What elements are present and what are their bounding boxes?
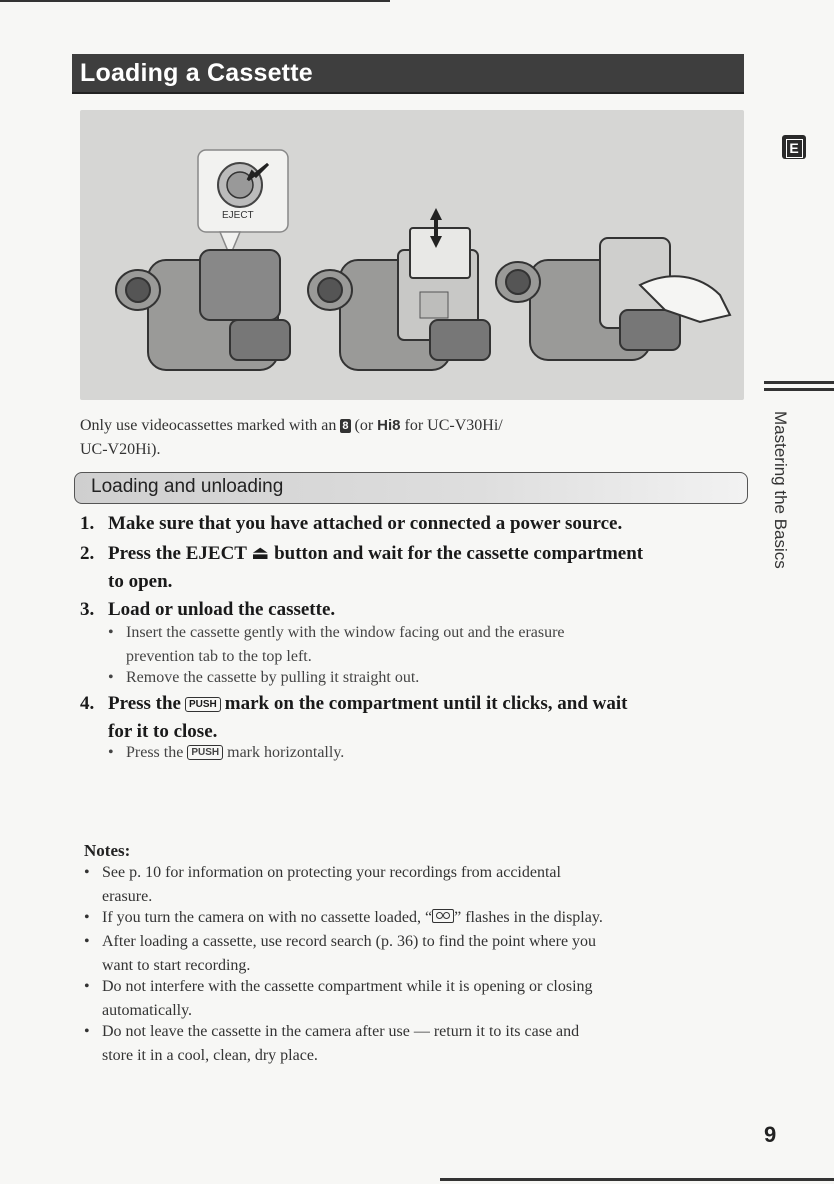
subheading: Loading and unloading [91,476,284,497]
step-text: Load or unload the cassette. [108,599,336,620]
note-text-line2: store it in a cool, clean, dry place. [102,1047,318,1064]
step-number: 4. [80,693,95,714]
camcorder-drawings [80,110,744,400]
step-number: 3. [80,599,95,620]
eject-icon: ⏏ [251,543,270,564]
step-number: 2. [80,543,95,564]
note-text-b: ” flashes in the display. [454,909,603,926]
step-text: Make sure that you have attached or connected a power source. [108,513,623,534]
bullet-text [126,741,344,765]
note-text: Do not leave the cassette in the camera after use — return it to its case and [102,1023,580,1040]
step-text [108,690,627,718]
section-tab-icon [782,135,806,159]
video8-mark-icon: 8 [342,420,349,432]
step-4-continued: for it to close. [108,721,218,742]
note-text: After loading a cassette, use record search (p. 36) to find the point where you [102,933,597,950]
page-title: Loading a Cassette [80,59,313,87]
section-tab-letter: E [786,139,803,158]
step-text [108,540,643,568]
section-label: Mastering the Basics [771,411,790,569]
page-number: 9 [764,1122,777,1147]
intro-text-line2: UC-V20Hi). [80,441,161,458]
note-text: Do not interfere with the cassette compartment while it is opening or closing [102,978,593,995]
note-text: See p. 10 for information on protecting your recordings from accidental [102,864,561,881]
camcorder-3 [496,238,680,360]
bullet-text-a: Press the [126,744,184,761]
hi8-mark: Hi8 [377,417,401,434]
note-text-line2: erasure. [102,888,153,905]
no-cassette-indicator-icon [432,909,454,923]
step-text-b: button and wait for the cassette compartment [274,543,644,564]
note-text-a: If you turn the camera on with no cassette loaded, “ [102,909,433,926]
eject-label: EJECT [222,210,254,221]
intro-text [80,414,503,438]
step-2-continued: to open. [108,571,173,592]
title-bar [72,54,744,94]
push-mark-icon: PUSH [187,745,223,760]
step-text-b: mark on the compartment until it clicks, and wait [224,693,628,714]
side-bars [764,381,834,395]
eject-callout [198,150,288,256]
step-text-a: Press the EJECT [108,543,247,564]
note-text-line2: want to start recording. [102,957,251,974]
step-number: 1. [80,513,95,534]
intro-text-a: Only use videocassettes marked with an [80,417,337,434]
bullet-text-b: mark horizontally. [227,744,345,761]
bullet-text-line2: prevention tab to the top left. [126,648,312,665]
bullet-text: Remove the cassette by pulling it straight out. [126,669,420,686]
notes-title: Notes: [84,841,131,860]
camcorder-2 [308,228,490,370]
bullet-text: Insert the cassette gently with the window facing out and the erasure [126,624,565,641]
bottom-rule [440,1178,834,1181]
note-text [102,906,752,930]
subheading-box [74,472,748,504]
intro-text-b: (or [354,417,374,434]
cassette-illustration [80,110,744,400]
top-rule [0,0,390,2]
note-text-line2: automatically. [102,1002,193,1019]
push-mark-icon: PUSH [185,697,221,712]
step-text-a: Press the [108,693,181,714]
camcorder-1 [116,250,290,370]
intro-text-c: for UC-V30Hi/ [404,417,503,434]
